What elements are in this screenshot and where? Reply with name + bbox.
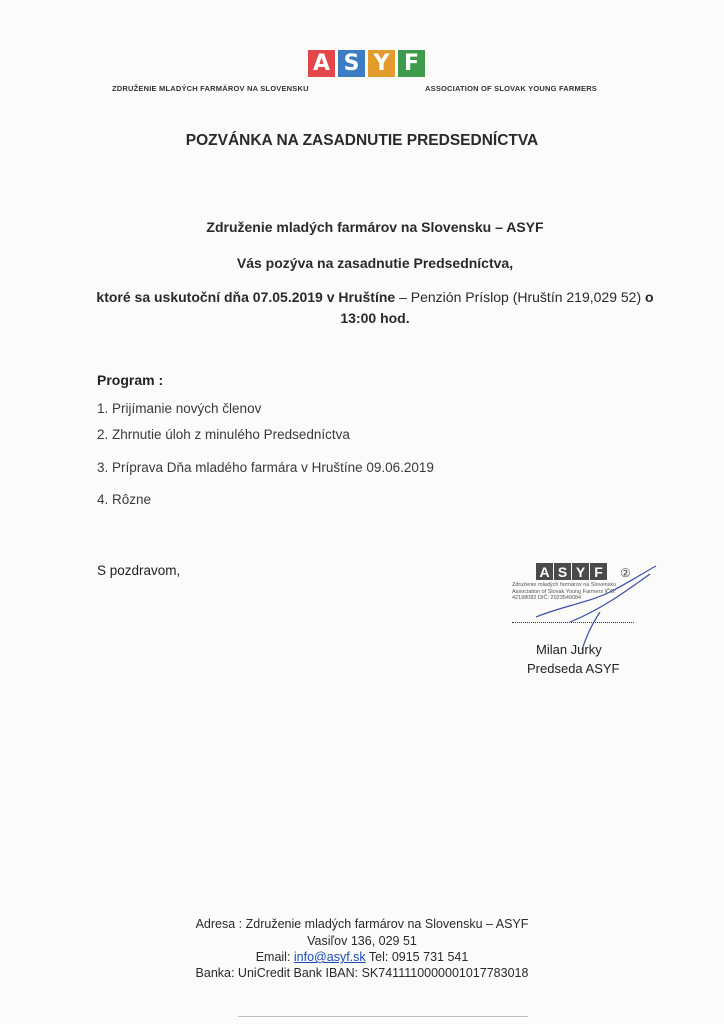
logo-tile-a: A bbox=[308, 50, 335, 77]
stamp-number: ② bbox=[620, 566, 631, 580]
intro-details bbox=[80, 287, 670, 329]
stamp-tile: Y bbox=[572, 563, 589, 580]
program-item: 3. Príprava Dňa mladého farmára v Hruštíne 09.06.2019 bbox=[97, 460, 434, 475]
org-name-slovak: ZDRUŽENIE MLADÝCH FARMÁROV NA SLOVENSKU bbox=[112, 84, 309, 93]
meeting-venue: – Penzión Príslop (Hruštín 219,029 52) bbox=[399, 289, 642, 305]
signer-role: Predseda ASYF bbox=[527, 661, 620, 676]
stamp-tile: F bbox=[590, 563, 607, 580]
footer-contact bbox=[0, 950, 724, 964]
meeting-date-place: ktoré sa uskutoční dňa 07.05.2019 v Hruštíne bbox=[96, 289, 396, 305]
program-item: 2. Zhrnutie úloh z minulého Predsedníctva bbox=[97, 427, 350, 442]
footer-divider bbox=[238, 1016, 528, 1017]
intro-organization: Združenie mladých farmárov na Slovensku – ASYF bbox=[206, 219, 544, 235]
asyf-logo bbox=[308, 50, 425, 77]
logo-tile-s: S bbox=[338, 50, 365, 77]
signature-icon bbox=[530, 562, 660, 652]
program-heading: Program : bbox=[97, 372, 164, 388]
stamp-text: Združenie mladých farmárov na Slovensku Association of Slovak Young Farmers IČO: 42198082 DIČ: 2023549084 bbox=[512, 582, 617, 601]
phone-number: Tel: 0915 731 541 bbox=[368, 950, 469, 964]
closing-greeting: S pozdravom, bbox=[97, 563, 181, 578]
org-name-english: ASSOCIATION OF SLOVAK YOUNG FARMERS bbox=[425, 84, 598, 93]
program-item: 1. Prijímanie nových členov bbox=[97, 401, 262, 416]
stamp-tile: S bbox=[554, 563, 571, 580]
logo-tile-f: F bbox=[398, 50, 425, 77]
signer-name: Milan Jurky bbox=[536, 642, 602, 657]
email-link[interactable]: info@asyf.sk bbox=[293, 950, 366, 964]
email-label: Email: bbox=[255, 950, 291, 964]
logo-tile-y: Y bbox=[368, 50, 395, 77]
stamp-tile: A bbox=[536, 563, 553, 580]
footer-street: Vasiľov 136, 029 51 bbox=[307, 934, 417, 948]
footer-address: Adresa : Združenie mladých farmárov na Slovensku – ASYF bbox=[195, 917, 529, 931]
footer-bank: Banka: UniCredit Bank IBAN: SK7411110000001017783018 bbox=[195, 966, 529, 980]
signature-line bbox=[512, 622, 634, 623]
intro-invitation: Vás pozýva na zasadnutie Predsedníctva, bbox=[236, 255, 514, 271]
document-title: POZVÁNKA NA ZASADNUTIE PREDSEDNÍCTVA bbox=[185, 132, 539, 149]
program-item: 4. Rôzne bbox=[97, 492, 152, 507]
meeting-time: o 13:00 hod. bbox=[340, 289, 654, 326]
